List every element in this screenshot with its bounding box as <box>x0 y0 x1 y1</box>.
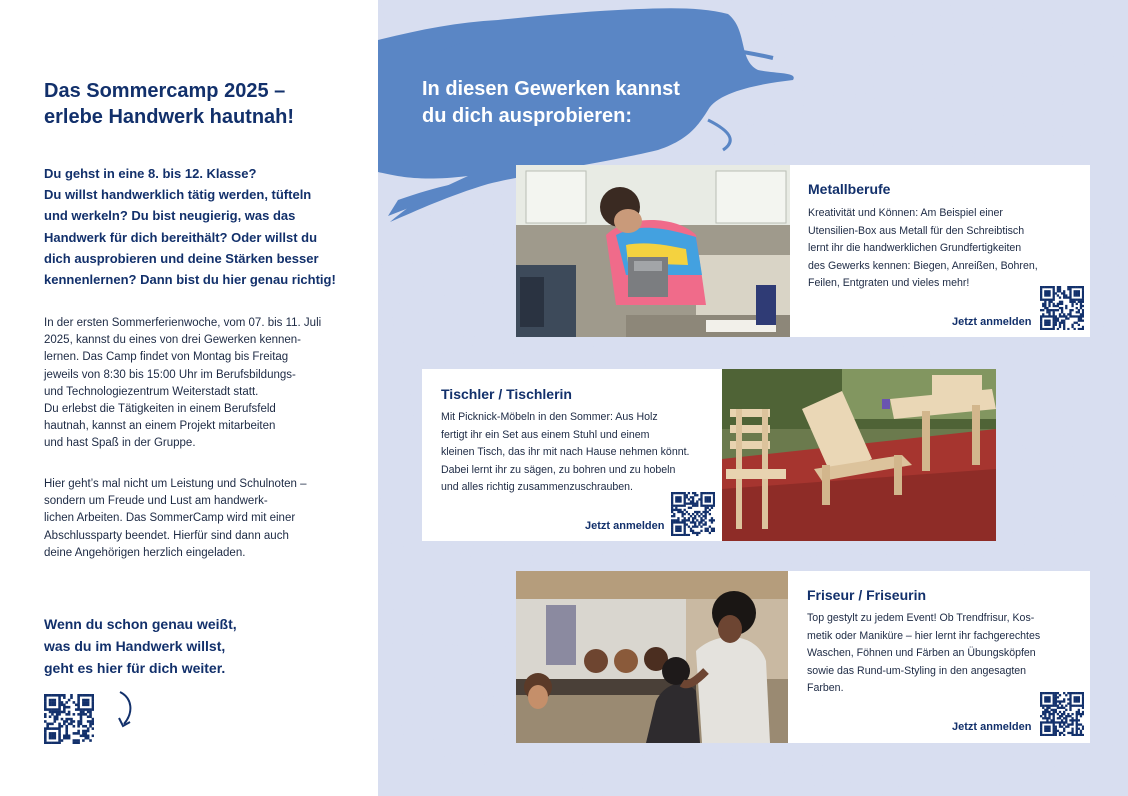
card-text-line: kleinen Tisch, das ihr mit nach Hause nehmen könnt. <box>441 446 690 458</box>
card-text-line: und alles richtig zusammenzuschrauben. <box>441 481 633 493</box>
card-text-line: Waschen, Föhnen und Färben an Übungsköpfen <box>807 647 1036 659</box>
card-text-line: metik oder Maniküre – hier lernt ihr fachgerechtes <box>807 629 1041 642</box>
card-title: Metallberufe <box>808 181 891 197</box>
card-text-line: des Gewerks kennen: Biegen, Anreißen, Bohren, <box>808 259 1038 272</box>
card-description <box>807 610 1040 698</box>
card-text-line: Farben. <box>807 682 844 694</box>
right-panel <box>378 0 1128 796</box>
card-text-line: sowie das Rund-um-Styling in den angesagten <box>807 664 1027 677</box>
paragraph-line: und Technologiezentrum Weiterstadt statt. <box>44 385 259 398</box>
card-metal <box>790 165 1090 337</box>
card-title: Friseur / Friseurin <box>807 587 927 603</box>
page-title <box>44 78 364 130</box>
intro-line: und werkeln? Du bist neugierig, was das <box>44 208 296 224</box>
picnic-furniture-photo <box>722 369 996 541</box>
intro-line: kennenlernen? Dann bist du hier genau richtig! <box>44 272 336 288</box>
outro-line: was du im Handwerk willst, <box>44 638 226 654</box>
intro-line: dich ausprobieren und deine Stärken besser <box>44 250 319 266</box>
paragraph-line: lernen. Das Camp findet von Montag bis Freitag <box>44 351 289 364</box>
intro-line: Du willst handwerklich tätig werden, tüfteln <box>44 187 312 203</box>
headline-line: du dich ausprobieren: <box>422 105 633 127</box>
card-text-line: Feilen, Entgraten und vieles mehr! <box>808 277 970 289</box>
qr-code-icon[interactable] <box>1040 692 1084 736</box>
headline-line: In diesen Gewerken kannst <box>422 78 680 100</box>
paragraph-line: Du erlebst die Tätigkeiten in einem Berufsfeld <box>44 403 276 416</box>
card-text-line: Mit Picknick-Möbeln in den Sommer: Aus Holz <box>441 411 658 423</box>
card-description <box>441 409 690 497</box>
card-text-line: fertigt ihr ein Set aus einem Stuhl und einem <box>441 428 650 441</box>
intro-text <box>44 163 364 290</box>
card-text-line: Top gestylt zu jedem Event! Ob Trendfrisur, Kos- <box>807 612 1035 624</box>
title-line: erlebe Handwerk hautnah! <box>44 106 295 128</box>
paragraph-line: deine Angehörigen herzlich eingeladen. <box>44 546 246 559</box>
qr-code-icon[interactable] <box>671 492 715 536</box>
card-title: Tischler / Tischlerin <box>441 386 572 402</box>
intro-line: Handwerk für dich bereithält? Oder willst du <box>44 229 318 245</box>
paragraph-line: Abschlussparty beendet. Hierfür sind dann auch <box>44 529 289 542</box>
qr-code-icon[interactable] <box>1040 286 1084 330</box>
outro-text <box>44 613 364 679</box>
title-line: Das Sommercamp 2025 – <box>44 80 286 102</box>
card-text-line: lernt ihr die handwerklichen Grundfertigkeiten <box>808 242 1022 254</box>
hair-salon-photo <box>516 571 788 743</box>
register-link[interactable]: Jetzt anmelden <box>585 520 665 532</box>
card-hairdresser <box>788 571 1090 743</box>
paragraph-line: 2025, kannst du eines von drei Gewerken kennen- <box>44 334 301 347</box>
section-headline <box>422 76 680 130</box>
arrow-down-icon <box>116 690 138 730</box>
metal-workshop-photo <box>516 165 790 337</box>
paragraph-line: hautnah, kannst an einem Projekt mitarbeiten <box>44 420 276 433</box>
qr-code-icon[interactable] <box>44 694 94 744</box>
register-link[interactable]: Jetzt anmelden <box>952 721 1032 733</box>
paragraph-fun <box>44 476 364 562</box>
intro-line: Du gehst in eine 8. bis 12. Klasse? <box>44 166 257 181</box>
paragraph-line: lichen Arbeiten. Das SommerCamp wird mit einer <box>44 512 296 525</box>
card-description <box>808 205 1038 293</box>
register-link[interactable]: Jetzt anmelden <box>952 316 1032 328</box>
outro-line: geht es hier für dich weiter. <box>44 660 226 676</box>
paragraph-line: jeweils von 8:30 bis 15:00 Uhr im Berufsbildungs- <box>44 368 296 381</box>
card-text-line: Utensilien-Box aus Metall für den Schreibtisch <box>808 224 1025 237</box>
paragraph-line: Hier geht’s mal nicht um Leistung und Schulnoten – <box>44 478 307 490</box>
left-panel <box>0 0 378 796</box>
outro-line: Wenn du schon genau weißt, <box>44 616 237 632</box>
paragraph-line: sondern um Freude und Lust am handwerk- <box>44 495 268 508</box>
paragraph-line: und hast Spaß in der Gruppe. <box>44 437 196 450</box>
paragraph-dates <box>44 315 364 453</box>
card-text-line: Kreativität und Können: Am Beispiel einer <box>808 207 1003 219</box>
card-carpenter <box>422 369 722 541</box>
paragraph-line: In der ersten Sommerferienwoche, vom 07. bis 11. Juli <box>44 317 322 329</box>
card-text-line: Dabei lernt ihr zu sägen, zu bohren und zu hobeln <box>441 463 676 476</box>
